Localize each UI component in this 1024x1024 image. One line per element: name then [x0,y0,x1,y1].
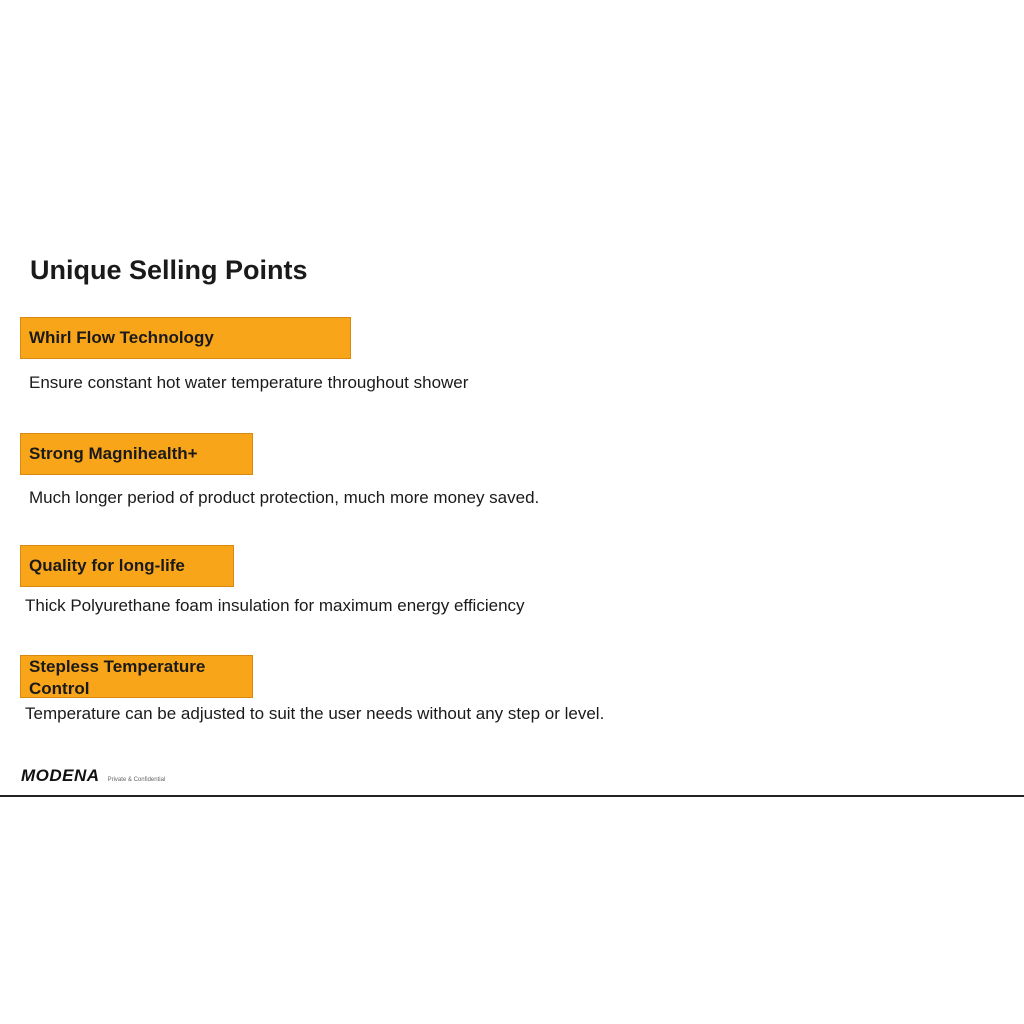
footer-divider [0,795,1024,797]
usp-heading-quality: Quality for long-life [20,545,234,587]
usp-description-quality: Thick Polyurethane foam insulation for maximum energy efficiency [25,596,525,615]
usp-heading-stepless: Stepless Temperature Control [20,655,253,698]
slide-title: Unique Selling Points [30,255,308,285]
usp-description-whirl-flow: Ensure constant hot water temperature throughout shower [29,373,469,392]
footer-logo [21,766,165,786]
usp-description-stepless: Temperature can be adjusted to suit the user needs without any step or level. [25,704,605,723]
usp-heading-whirl-flow: Whirl Flow Technology [20,317,351,359]
usp-description-magnihealth: Much longer period of product protection, much more money saved. [29,488,540,507]
footer-tagline: Private & Confidential [107,777,166,783]
usp-heading-magnihealth: Strong Magnihealth+ [20,433,253,475]
brand-logo: MODENA [21,766,100,785]
